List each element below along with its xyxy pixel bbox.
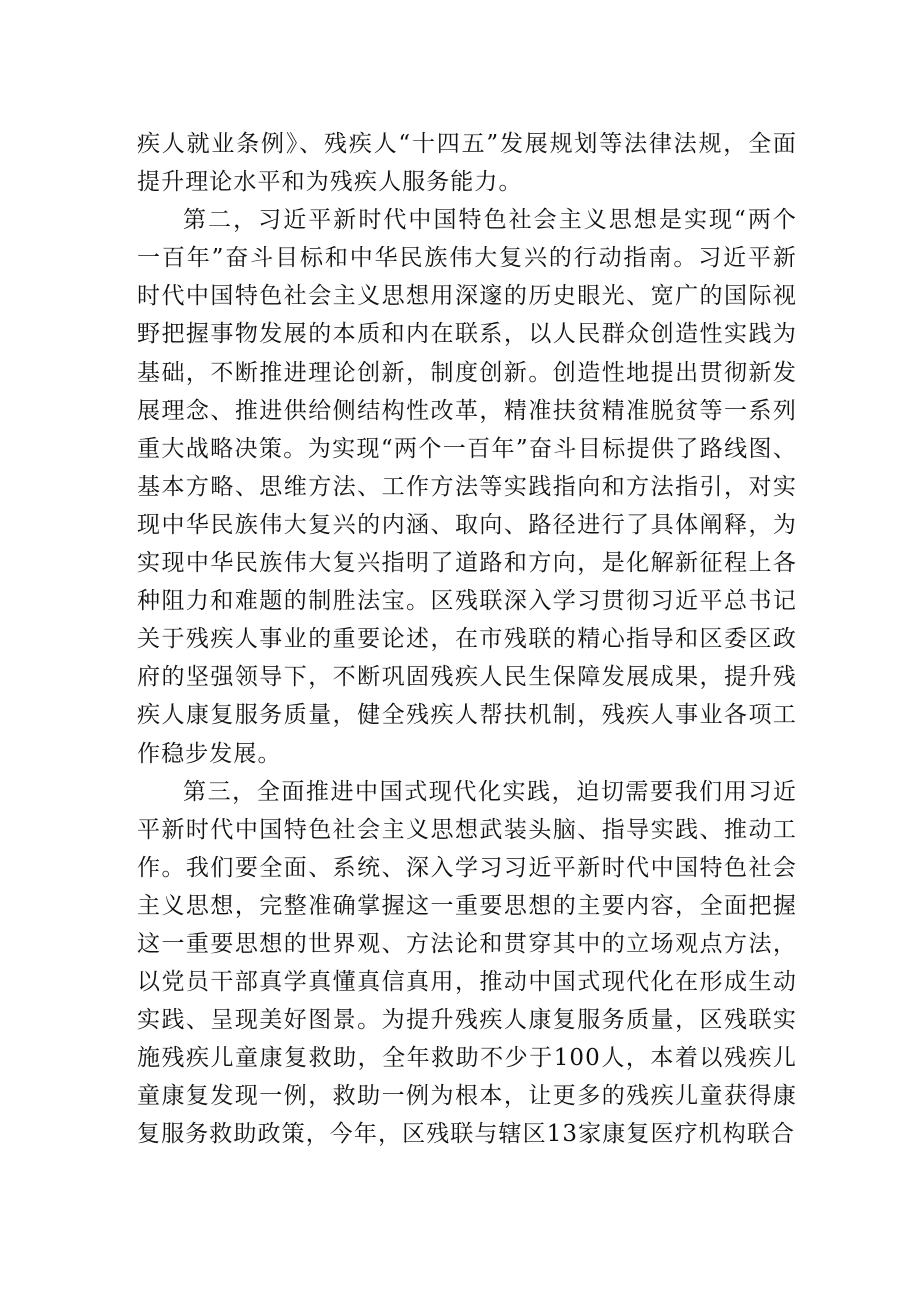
paragraph-second-point: 第二，习近平新时代中国特色社会主义思想是实现“两个一百年”奋斗目标和中华民族伟大复兴的行动指南。习近平新时代中国特色社会主义思想用深邃的历史眼光、宽广的国际视野把握事物发展的本质和内在联系，以人民群众创造性实践为基础，不断推进理论创新，制度创新。创造性地提出贯彻新发展理念、推进供给侧结构性改革，精准扶贫精准脱贫等一系列重大战略决策。为实现“两个一百年”奋斗目标提供了路线图、基本方略、思维方法、工作方法等实践指向和方法指引，对实现中华民族伟大复兴的内涵、取向、路径进行了具体阐释，为实现中华民族伟大复兴指明了道路和方向，是化解新征程上各种阻力和难题的制胜法宝。区残联深入学习贯彻习近平总书记关于残疾人事业的重要论述，在市残联的精心指导和区委区政府的坚强领导下，不断巩固残疾人民生保障发展成果，提升残疾人康复服务质量，健全残疾人帮扶机制，残疾人事业各项工作稳步发展。 [137,207,797,767]
paragraph-third-point: 第三，全面推进中国式现代化实践，迫切需要我们用习近平新时代中国特色社会主义思想武装头脑、指导实践、推动工作。我们要全面、系统、深入学习习近平新时代中国特色社会主义思想，完整准确掌握这一重要思想的主要内容，全面把握这一重要思想的世界观、方法论和贯穿其中的立场观点方法，以党员干部真学真懂真信真用，推动中国式现代化在形成生动实践、呈现美好图景。为提升残疾人康复服务质量，区残联实施残疾儿童康复救助，全年救助不少于100人，本着以残疾儿童康复发现一例，救助一例为根本，让更多的残疾儿童获得康复服务救助政策，今年，区残联与辖区13家康复医疗机构联合 [137,778,797,1148]
paragraph-continuation: 疾人就业条例》、残疾人“十四五”发展规划等法律法规，全面提升理论水平和为残疾人服务能力。 [137,131,797,196]
document-body [137,125,797,1154]
